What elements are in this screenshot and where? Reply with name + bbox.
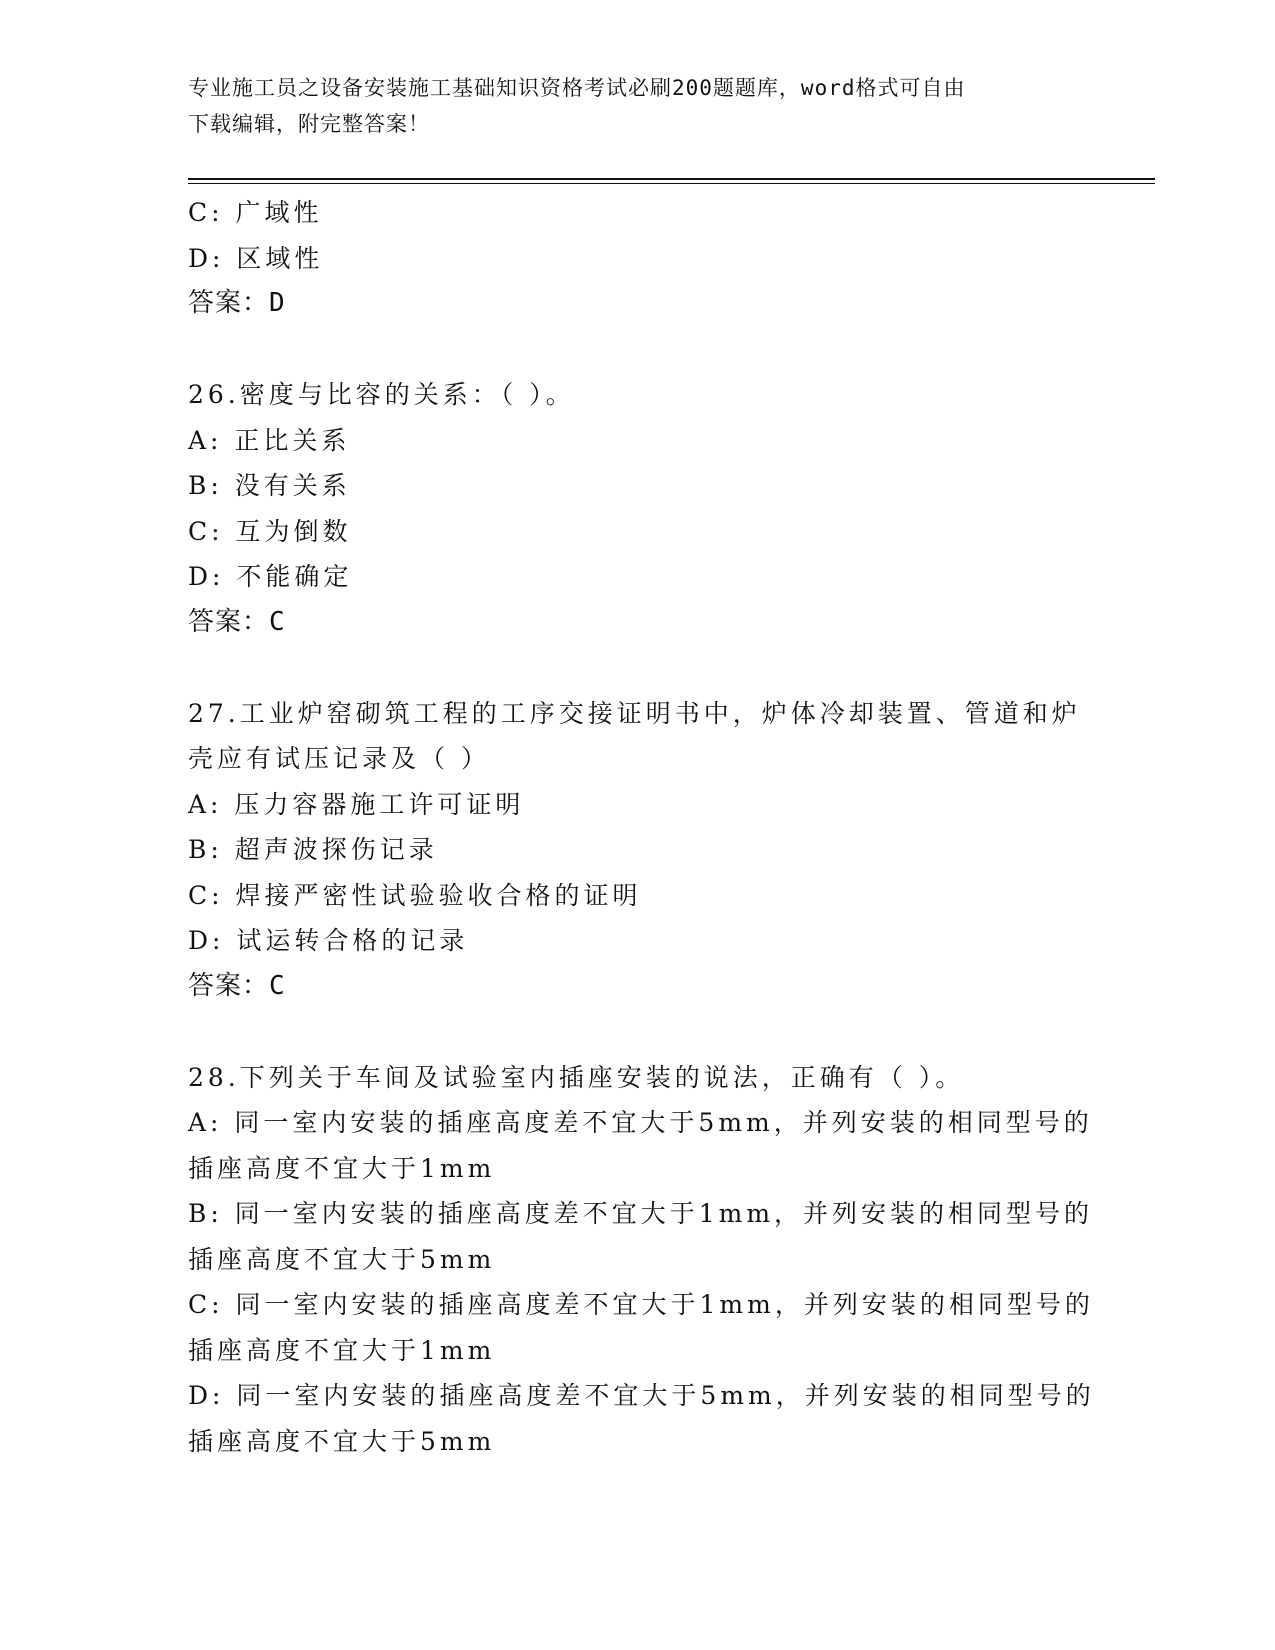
q27-stem-line-2: 壳应有试压记录及（ ） — [188, 744, 490, 773]
question-content — [188, 190, 1095, 1464]
q28-option-a-line-1: A: 同一室内安装的插座高度差不宜大于5mm，并列安装的相同型号的 — [188, 1108, 1093, 1137]
q28-option-b-line-2: 插座高度不宜大于5mm — [188, 1244, 496, 1274]
q27-option-c: C: 焊接严密性试验验收合格的证明 — [188, 880, 642, 910]
q28-option-d-line-2: 插座高度不宜大于5mm — [188, 1426, 496, 1456]
spacer — [188, 1009, 1088, 1055]
spacer — [188, 645, 1088, 691]
header-divider-top — [188, 178, 1155, 180]
q26-answer: 答案：C — [188, 606, 286, 637]
q28-stem: 28.下列关于车间及试验室内插座安装的说法，正确有（ ）。 — [188, 1062, 965, 1092]
prev-answer: 答案：D — [188, 288, 286, 318]
prev-option-d: D: 区域性 — [188, 243, 324, 273]
q28-option-d-line-1: D: 同一室内安装的插座高度差不宜大于5mm，并列安装的相同型号的 — [188, 1381, 1095, 1410]
q28-option-b-line-1: B: 同一室内安装的插座高度差不宜大于1mm，并列安装的相同型号的 — [188, 1199, 1094, 1228]
header-divider-bottom — [188, 183, 1155, 184]
q27-option-a: A: 压力容器施工许可证明 — [188, 789, 525, 819]
q26-option-a: A: 正比关系 — [188, 425, 351, 455]
header-line-2: 下载编辑，附完整答案！ — [188, 112, 430, 136]
document-header — [188, 70, 1088, 142]
q27-answer: 答案：C — [188, 970, 286, 1001]
q27-option-d: D: 试运转合格的记录 — [188, 926, 469, 955]
q27-stem-line-1: 27.工业炉窑砌筑工程的工序交接证明书中，炉体冷却装置、管道和炉 — [188, 698, 1081, 728]
q28-option-c-line-1: C: 同一室内安装的插座高度差不宜大于1mm，并列安装的相同型号的 — [188, 1290, 1094, 1319]
q27-option-b: B: 超声波探伤记录 — [188, 835, 438, 864]
q26-option-d: D: 不能确定 — [188, 562, 353, 591]
q26-stem: 26.密度与比容的关系：（ ）。 — [188, 380, 575, 409]
q26-option-b: B: 没有关系 — [188, 471, 351, 500]
prev-option-c: C: 广域性 — [188, 198, 323, 227]
q28-option-a-line-2: 插座高度不宜大于1mm — [188, 1153, 496, 1183]
q26-option-c: C: 互为倒数 — [188, 516, 352, 546]
spacer — [188, 327, 1088, 373]
header-line-1: 专业施工员之设备安装施工基础知识资格考试必刷200题题库，word格式可自由 — [188, 76, 966, 100]
q28-option-c-line-2: 插座高度不宜大于1mm — [188, 1335, 496, 1365]
